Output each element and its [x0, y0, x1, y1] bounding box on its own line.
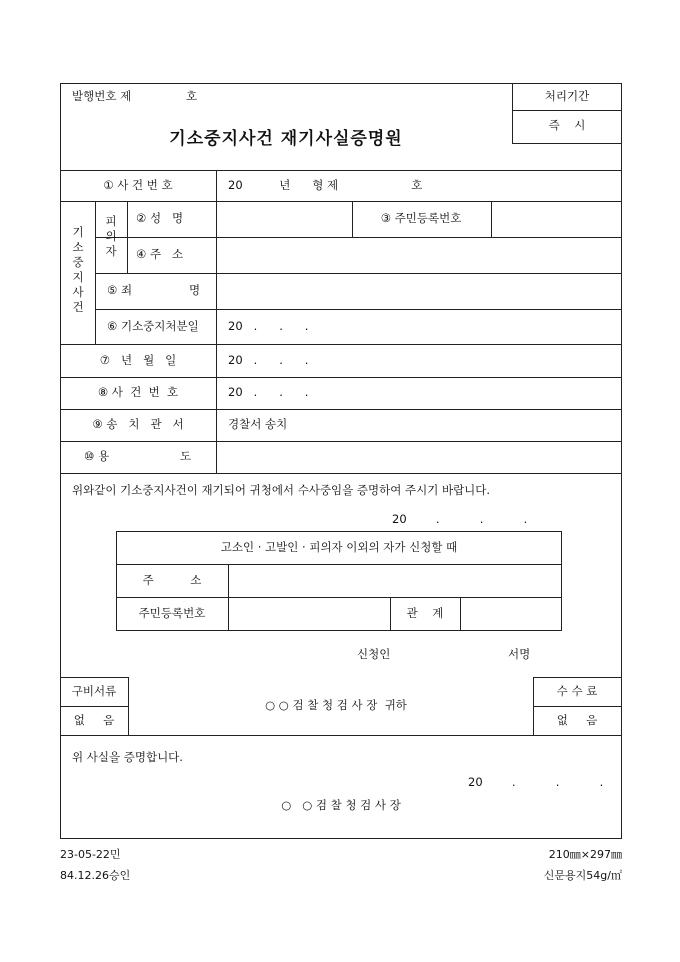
documents-label: 구비서류	[71, 684, 117, 698]
crime-label-end: 명	[189, 283, 201, 297]
case-number-2-label: ⑧ 사 건 번 호	[97, 385, 179, 399]
case-number-value: 20 년 형 제 호	[228, 178, 423, 192]
form-title: 기소중지사건 재기사실증명원	[169, 129, 403, 149]
processing-period-label: 처리기간	[544, 89, 590, 103]
name-label: ② 성 명	[136, 211, 184, 225]
date-value: 20 . . .	[228, 353, 309, 367]
fee-label: 수 수 료	[556, 684, 598, 698]
purpose-label: ⑩ 용	[84, 449, 110, 463]
purpose-label-end: 도	[180, 449, 192, 463]
approval-date: 84.12.26승인	[60, 869, 131, 882]
suspect-label: 피의자	[105, 214, 117, 258]
issue-number-suffix: 호	[186, 89, 198, 103]
processing-period-value: 즉 시	[548, 118, 586, 132]
certification-text: 위 사실을 증명합니다.	[72, 750, 183, 764]
case-number-2-value: 20 . . .	[228, 385, 309, 399]
date-label: ⑦ 년 월 일	[99, 353, 177, 367]
frame-top	[60, 83, 622, 84]
sending-office-value: 경찰서 송치	[228, 417, 288, 431]
request-date: 20 . . .	[392, 512, 528, 526]
form-number: 23-05-22민	[60, 848, 121, 861]
fee-value: 없 음	[556, 713, 598, 727]
applicant-label: 신청인	[357, 647, 391, 661]
request-text: 위와같이 기소중지사건이 재기되어 귀청에서 수사중임을 증명하여 주시기 바랍니다.	[72, 483, 491, 497]
crime-label: ⑤ 죄	[107, 283, 133, 297]
documents-value: 없 음	[73, 713, 115, 727]
relation-label: 관 계	[406, 606, 444, 620]
frame-left	[60, 83, 61, 839]
sending-office-label: ⑨ 송 치 관 서	[92, 417, 184, 431]
disposition-date-label: ⑥ 기소중지처분일	[107, 319, 199, 333]
suspended-case-group-label: 기소중지사건	[72, 225, 84, 314]
third-party-address-label: 주 소	[142, 573, 202, 587]
third-party-rrn-label: 주민등록번호	[138, 606, 206, 620]
paper-size: 210㎜×297㎜	[548, 848, 622, 861]
addressee: ○ ○ 검 찰 청 검 사 장 귀하	[265, 698, 407, 712]
case-number-label: ① 사 건 번 호	[103, 178, 173, 192]
rrn-label: ③ 주민등록번호	[380, 211, 462, 225]
disposition-date-value: 20 . . .	[228, 319, 309, 333]
paper-type: 신문용지54g/㎡	[543, 869, 622, 882]
certification-signer: ○ ○ 검 찰 청 검 사 장	[281, 798, 401, 812]
address-label: ④ 주 소	[136, 247, 184, 261]
signature-label: 서명	[508, 647, 531, 661]
certification-date: 20 . . .	[468, 775, 604, 789]
frame-right	[621, 83, 622, 839]
third-party-header: 고소인 · 고발인 · 피의자 이외의 자가 신청할 때	[220, 540, 458, 554]
issue-number-label: 발행번호 제	[72, 89, 132, 103]
frame-bottom	[60, 838, 622, 839]
